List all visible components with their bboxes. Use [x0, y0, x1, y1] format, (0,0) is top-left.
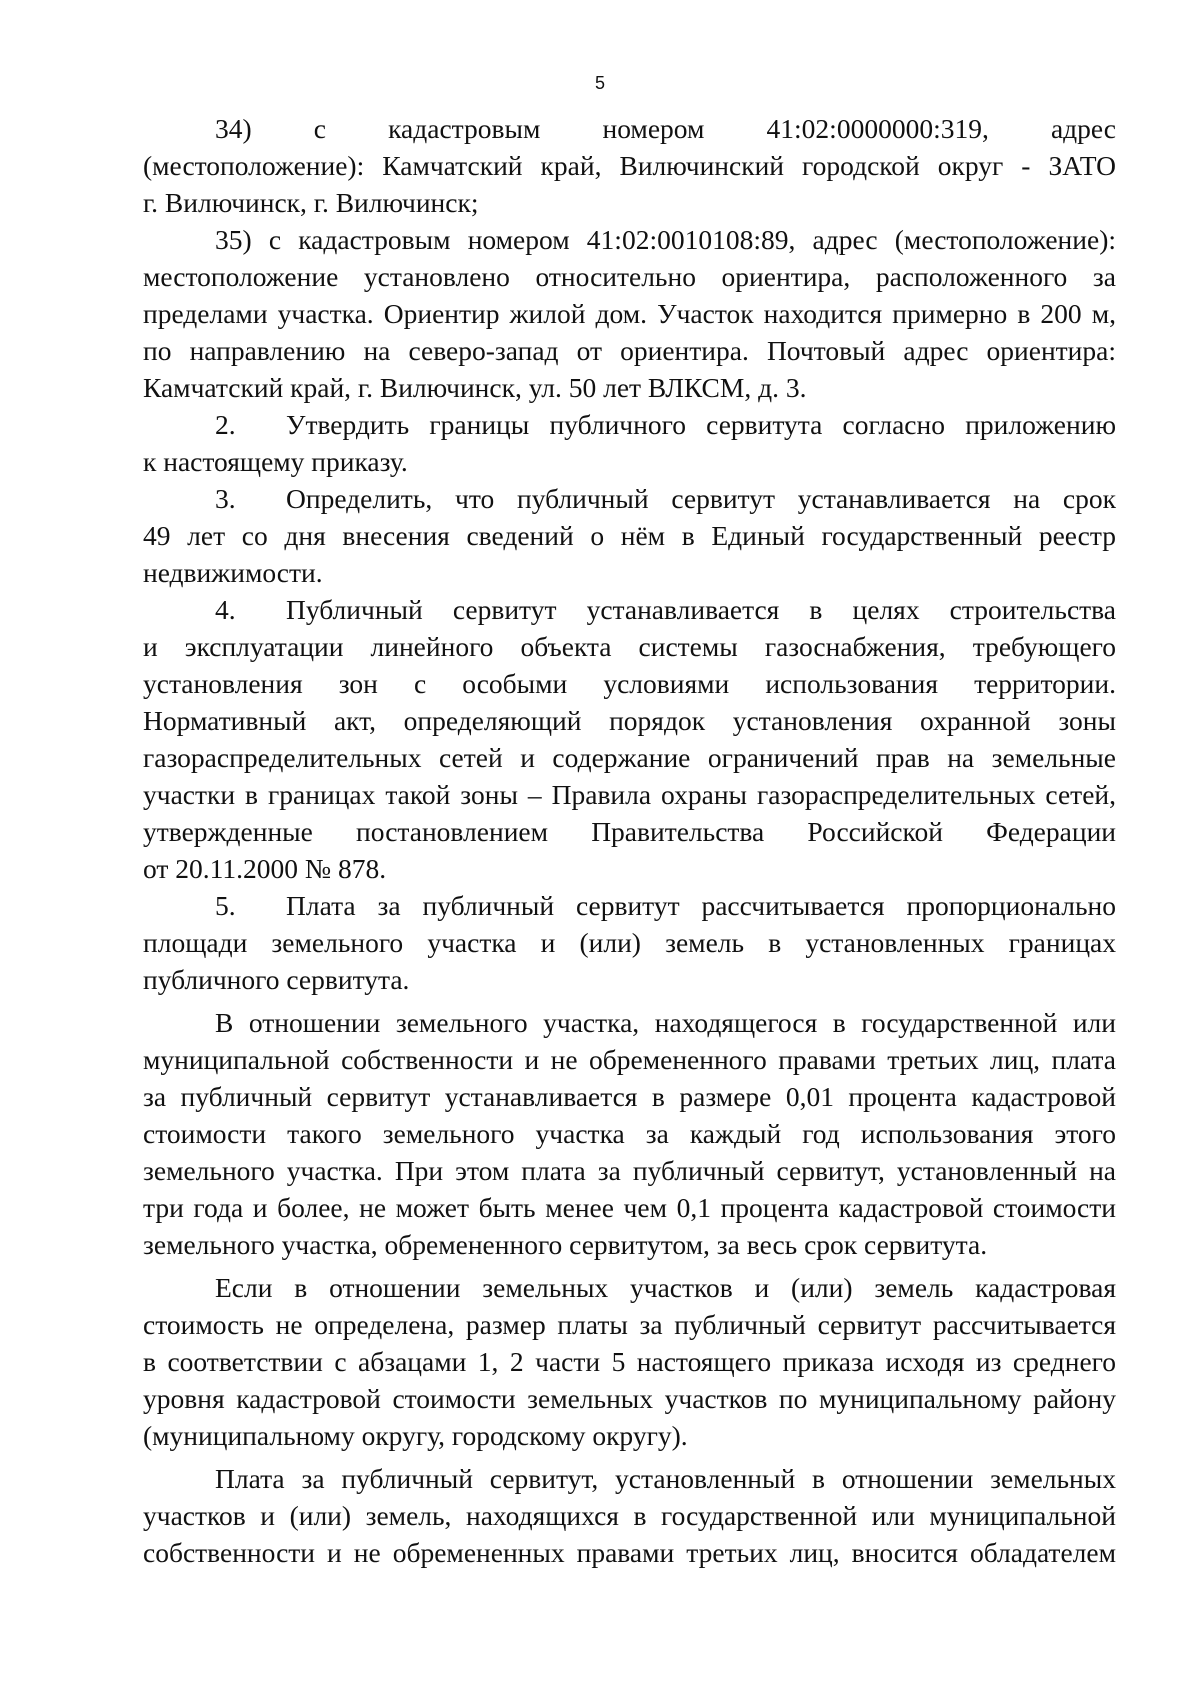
section-number: 5. [215, 890, 236, 921]
list-item-34 [143, 110, 1116, 221]
paragraph-line: утвержденные постановлением Правительства Российской Федерации [143, 816, 1116, 847]
paragraph-line: Нормативный акт, определяющий порядок установления охранной зоны [143, 705, 1116, 736]
paragraph-line: муниципальной собственности и не обремененного правами третьих лиц, плата [143, 1044, 1116, 1075]
paragraph-line [143, 406, 1116, 443]
paragraph-text: Публичный сервитут устанавливается в целях строительства [286, 594, 1116, 625]
paragraph-line: 34) с кадастровым номером 41:02:0000000:319, адрес [215, 113, 1116, 144]
paragraph-line: стоимости такого земельного участка за каждый год использования этого [143, 1118, 1116, 1149]
page-number: 5 [594, 73, 605, 93]
section-number: 4. [215, 594, 236, 625]
paragraph-line: установления зон с особыми условиями использования территории. [143, 668, 1116, 699]
paragraph-text: Плата за публичный сервитут рассчитывается пропорционально [286, 890, 1116, 921]
paragraph-line: 49 лет со дня внесения сведений о нём в Единый государственный реестр [143, 520, 1116, 551]
section-number: 2. [215, 409, 236, 440]
paragraph-line: г. Вилючинск, г. Вилючинск; [143, 187, 479, 218]
paragraph-line: публичного сервитута. [143, 964, 410, 995]
document-body [143, 110, 1116, 1571]
paragraph [143, 1004, 1116, 1263]
paragraph-line [143, 480, 1116, 517]
section-4 [143, 591, 1116, 887]
paragraph-line: стоимость не определена, размер платы за публичный сервитут рассчитывается [143, 1309, 1116, 1340]
section-number: 3. [215, 483, 236, 514]
paragraph [143, 1460, 1116, 1571]
list-item-35 [143, 221, 1116, 406]
paragraph-line [143, 887, 1116, 924]
paragraph-line: за публичный сервитут устанавливается в размере 0,01 процента кадастровой [143, 1081, 1116, 1112]
paragraph-text: Определить, что публичный сервитут устанавливается на срок [286, 483, 1116, 514]
paragraph [143, 1269, 1116, 1454]
paragraph-line: три года и более, не может быть менее чем 0,1 процента кадастровой стоимости [143, 1192, 1116, 1223]
paragraph-line: участков и (или) земель, находящихся в государственной или муниципальной [143, 1500, 1116, 1531]
paragraph-line: земельного участка. При этом плата за публичный сервитут, установленный на [143, 1155, 1116, 1186]
section-3 [143, 480, 1116, 591]
paragraph-line: Плата за публичный сервитут, установленный в отношении земельных [215, 1463, 1116, 1494]
paragraph-line: к настоящему приказу. [143, 446, 408, 477]
paragraph-line: (местоположение): Камчатский край, Вилючинский городской округ - ЗАТО [143, 150, 1116, 181]
paragraph-line: уровня кадастровой стоимости земельных участков по муниципальному району [143, 1383, 1116, 1414]
paragraph-line: пределами участка. Ориентир жилой дом. Участок находится примерно в 200 м, [143, 298, 1116, 329]
paragraph-line: газораспределительных сетей и содержание ограничений прав на земельные [143, 742, 1116, 773]
paragraph-line: недвижимости. [143, 557, 323, 588]
paragraph-line: (муниципальному округу, городскому округу). [143, 1420, 688, 1451]
paragraph-line: участки в границах такой зоны – Правила охраны газораспределительных сетей, [143, 779, 1116, 810]
paragraph-line: от 20.11.2000 № 878. [143, 853, 387, 884]
paragraph-line: в соответствии с абзацами 1, 2 части 5 настоящего приказа исходя из среднего [143, 1346, 1116, 1377]
paragraph-line: собственности и не обремененных правами третьих лиц, вносится обладателем [143, 1537, 1116, 1568]
paragraph-text: Утвердить границы публичного сервитута согласно приложению [286, 409, 1116, 440]
paragraph-line: В отношении земельного участка, находящегося в государственной или [215, 1007, 1116, 1038]
section-2 [143, 406, 1116, 480]
paragraph-line: площади земельного участка и (или) земель в установленных границах [143, 927, 1116, 958]
paragraph-line: и эксплуатации линейного объекта системы газоснабжения, требующего [143, 631, 1116, 662]
paragraph-line: местоположение установлено относительно ориентира, расположенного за [143, 261, 1116, 292]
section-5 [143, 887, 1116, 998]
paragraph-line [143, 591, 1116, 628]
paragraph-line: 35) с кадастровым номером 41:02:0010108:89, адрес (местоположение): [215, 224, 1116, 255]
paragraph-line: Камчатский край, г. Вилючинск, ул. 50 лет ВЛКСМ, д. 3. [143, 372, 807, 403]
paragraph-line: Если в отношении земельных участков и (или) земель кадастровая [215, 1272, 1116, 1303]
paragraph-line: земельного участка, обремененного сервитутом, за весь срок сервитута. [143, 1229, 988, 1260]
paragraph-line: по направлению на северо-запад от ориентира. Почтовый адрес ориентира: [143, 335, 1116, 366]
